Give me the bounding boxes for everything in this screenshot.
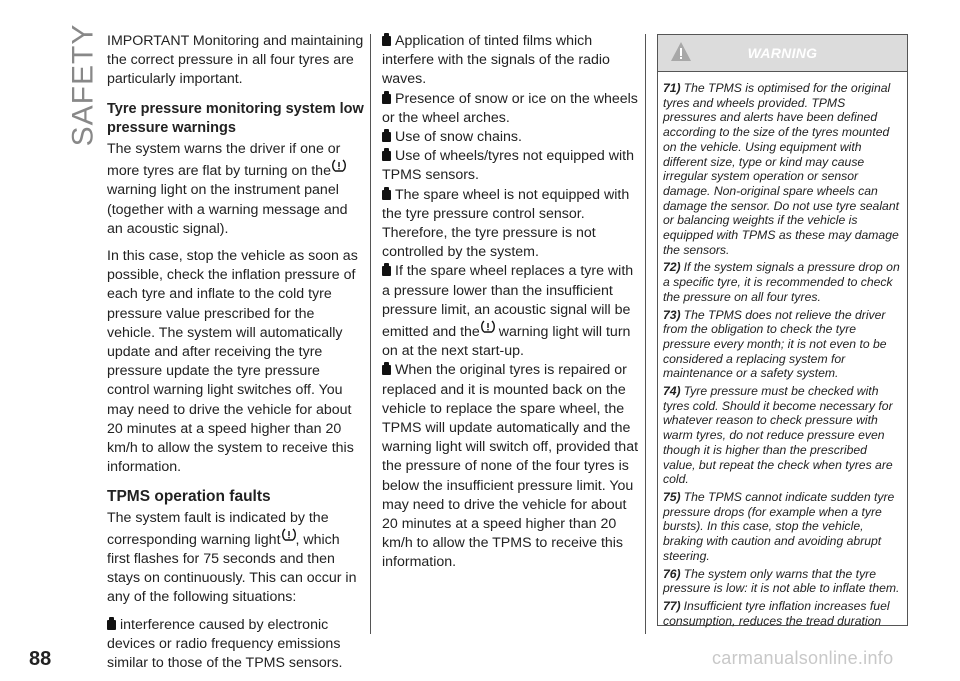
bullet-icon xyxy=(382,94,391,104)
warning-header xyxy=(658,35,907,72)
bullet-icon xyxy=(382,151,391,161)
heading-operation-faults: TPMS operation faults xyxy=(107,488,271,506)
paragraph-stop-vehicle: In this case, stop the vehicle as soon as possible, check the inflation pressure of each tyre and inflate to the cold tyre pressure value prescribed for the vehicle. The system will automatically update and after receiving the tyre pressure update the tyre pressure control warning light switches off. You may need to drive the vehicle for about 20 minutes at a speed higher than 20 km/h to allow the system to receive this information. xyxy=(107,248,358,476)
bullet-icon xyxy=(382,266,391,276)
warning-item: 73) The TPMS does not relieve the driver from the obligation to check the tyre pressure every month; it is not even to be considered a replacing system for maintenance or a safety system. xyxy=(663,307,887,381)
warning-title: WARNING xyxy=(747,45,818,61)
bullet-icon xyxy=(107,620,116,630)
bullet-item: Application of tinted films which interfere with the signals of the radio waves. xyxy=(382,33,610,88)
tpms-warning-icon xyxy=(282,528,296,542)
warning-box xyxy=(657,34,908,626)
warning-body xyxy=(658,72,907,628)
bullet-icon xyxy=(382,132,391,142)
bullet-item: Use of snow chains. xyxy=(382,128,640,147)
bullet-icon xyxy=(382,190,391,200)
column-divider-1 xyxy=(370,34,371,634)
page-number: 88 xyxy=(29,648,52,670)
column-divider-2 xyxy=(645,34,646,634)
paragraph-fault-indication: The system fault is indicated by the corresponding warning light , which first flashes for 75 seconds and then stays on continuously. This can occur in any of the following situations: xyxy=(107,509,357,606)
bullet-icon xyxy=(382,365,391,375)
watermark-text: carmanualsonline.info xyxy=(712,648,894,668)
bullet-item: The spare wheel is not equipped with the tyre pressure control sensor. Therefore, the tyre pressure is not controlled by the system. xyxy=(382,186,630,261)
bullet-item: Presence of snow or ice on the wheels or the wheel arches. xyxy=(382,90,638,126)
warning-item: 77) Insufficient tyre inflation increases fuel consumption, reduces the tread duration xyxy=(663,598,890,628)
intro-paragraph: IMPORTANT Monitoring and maintaining the correct pressure in all four tyres are particularly important. xyxy=(107,33,364,88)
section-label xyxy=(50,23,100,147)
column-1 xyxy=(107,32,365,681)
warning-item: 75) The TPMS cannot indicate sudden tyre pressure drops (for example when a tyre bursts). In this case, stop the vehicle, braking with caution and avoiding abrupt steering. xyxy=(663,489,895,563)
paragraph-warning-light: The system warns the driver if one or more tyres are flat by turning on the warning light on the instrument panel (together with a warning message and an acoustic signal). xyxy=(107,141,348,237)
section-label-text: SAFETY xyxy=(66,23,100,147)
warning-item: 71) The TPMS is optimised for the original tyres and wheels provided. TPMS pressures and alerts have been defined according to the size of the tyres mounted on the vehicle. Using equipment with different size, type or kind may cause irregular system operation or sensor damage. Non-original spare wheels can damage the sensor. Do not use tyre sealant or balancing weights if the vehicle is equipped with TPMS as these may damage the sensors. xyxy=(663,81,899,257)
column-2 xyxy=(382,32,640,573)
tpms-warning-icon xyxy=(332,159,346,173)
bullet-item: If the spare wheel replaces a tyre with a pressure lower than the insufficient pressure limit, an acoustic signal will be emitted and the warning light will turn on at the next start-up. xyxy=(382,263,634,360)
warning-item: 72) If the system signals a pressure drop on a specific tyre, it is recommended to check the pressure on all four tyres. xyxy=(663,260,900,304)
warning-item: 74) Tyre pressure must be checked with tyres cold. Should it become necessary for whatever reason to check pressure with warm tyres, do not reduce pressure even though it is higher than the prescribed value, but repeat the check when tyres are cold. xyxy=(663,384,893,487)
bullet-item: interference caused by electronic devices or radio frequency emissions similar to those of the TPMS sensors. xyxy=(107,616,343,672)
tpms-warning-icon xyxy=(481,320,495,334)
bullet-icon xyxy=(382,36,391,46)
bullet-item: Use of wheels/tyres not equipped with TPMS sensors. xyxy=(382,148,634,184)
warning-item: 76) The system only warns that the tyre pressure is low: it is not able to inflate them. xyxy=(663,566,900,596)
heading-low-pressure: Tyre pressure monitoring system low pressure warnings xyxy=(107,100,364,136)
bullet-item: When the original tyres is repaired or replaced and it is mounted back on the vehicle to replace the spare wheel, the TPMS will update automatically and the warning light will switch off, provided that the pressure of none of the four tyres is below the insufficient pressure limit. You may need to drive the vehicle for about 20 minutes at a speed higher than 20 km/h to allow the TPMS to receive this information. xyxy=(382,362,639,571)
